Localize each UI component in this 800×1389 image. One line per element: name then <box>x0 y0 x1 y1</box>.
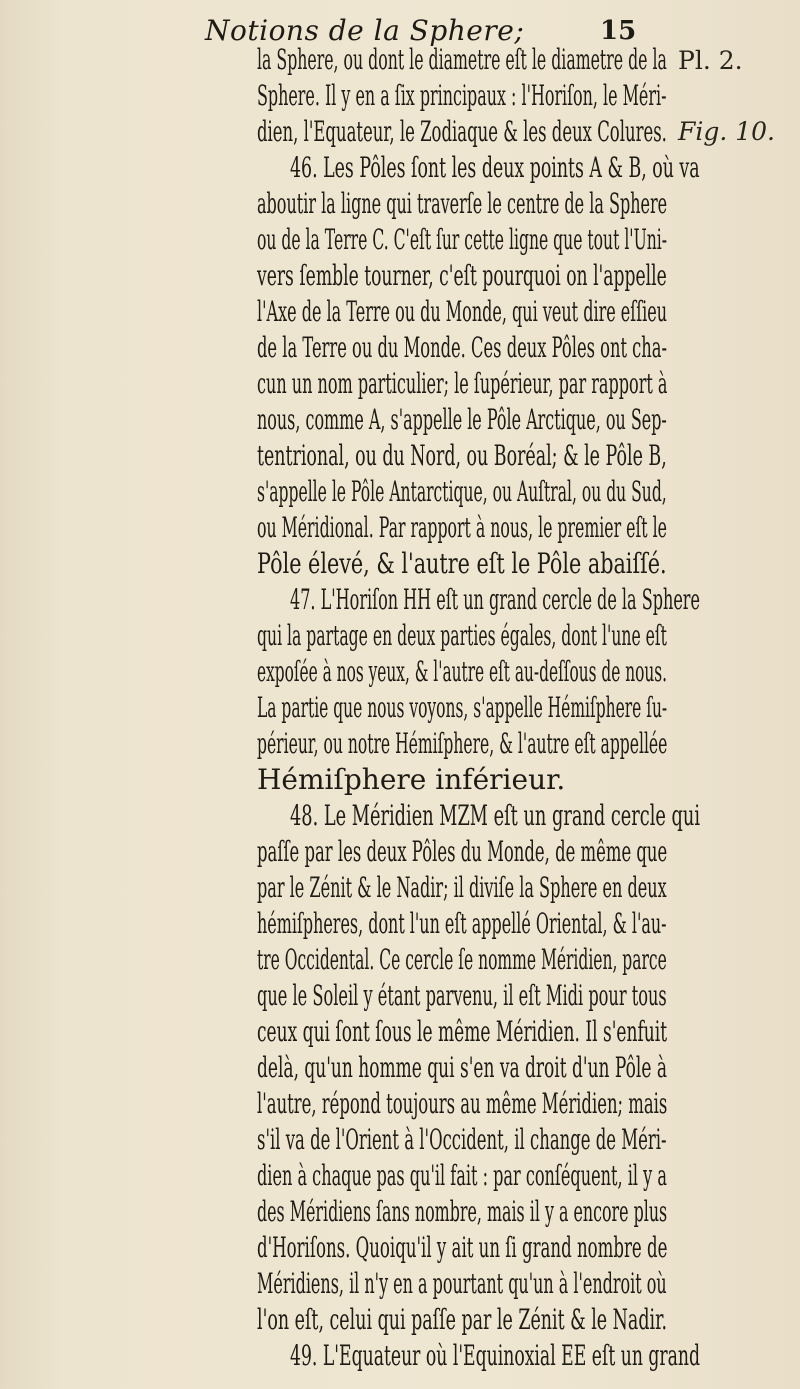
text-line: par le Zénit & le Nadir; il diviſe la Sphere en deux <box>257 871 667 904</box>
text-line: s'appelle le Pôle Antarctique, ou Auſtral, ou du Sud, <box>257 475 667 508</box>
text-line: dien, l'Equateur, le Zodiaque & les deux Colures. <box>257 115 667 148</box>
text-line: 48. Le Méridien MZM eſt un grand cercle qui <box>290 799 701 832</box>
text-line: 46. Les Pôles ſont les deux points A & B, où va <box>290 151 700 184</box>
text-line: Méridiens, il n'y en a pourtant qu'un à l'endroit où <box>257 1267 667 1300</box>
text-line: Pôle élevé, & l'autre eſt le Pôle abaiſſé. <box>257 547 667 580</box>
text-line: cun un nom particulier; le ſupérieur, par rapport à <box>257 367 668 400</box>
text-line: vers ſemble tourner, c'eſt pourquoi on l'appelle <box>257 259 667 292</box>
text-line: la Sphere, ou dont le diametre eſt le diametre de la <box>257 43 667 76</box>
text-line: qui la partage en deux parties égales, dont l'une eſt <box>257 619 667 652</box>
text-line: ou de la Terre C. C'eſt ſur cette ligne que tout l'Uni- <box>257 223 668 256</box>
text-line: périeur, ou notre Hémiſphere, & l'autre eſt appellée <box>257 727 668 760</box>
margin-note-plate: Pl. 2. <box>678 46 743 75</box>
text-line: d'Horiſons. Quoiqu'il y ait un ſi grand nombre de <box>257 1231 668 1264</box>
text-line: tentrional, ou du Nord, ou Boréal; & le Pôle B, <box>257 439 667 472</box>
text-line: des Méridiens ſans nombre, mais il y a encore plus <box>257 1195 668 1228</box>
text-line: l'autre, répond toujours au même Méridien; mais <box>257 1087 668 1120</box>
text-line: La partie que nous voyons, s'appelle Hémiſphere ſu- <box>257 691 668 724</box>
text-line: ceux qui ſont ſous le même Méridien. Il s'enfuit <box>257 1015 668 1048</box>
text-line: delà, qu'un homme qui s'en va droit d'un Pôle à <box>257 1051 668 1084</box>
text-line: Sphere. Il y en a ſix principaux : l'Horiſon, le Méri- <box>257 79 667 112</box>
margin-note-figure: Fig. 10. <box>678 117 775 146</box>
text-line: paſſe par les deux Pôles du Monde, de même que <box>257 835 668 868</box>
text-line: que le Soleil y étant parvenu, il eſt Midi pour tous <box>257 979 667 1012</box>
text-line: l'on eſt, celui qui paſſe par le Zénit & le Nadir. <box>257 1303 668 1336</box>
text-line: 49. L'Equateur où l'Equinoxial EE eſt un grand <box>290 1339 701 1372</box>
text-line: ou Méridional. Par rapport à nous, le premier eſt le <box>257 511 667 544</box>
page-number: 15 <box>600 16 637 46</box>
text-line: expoſée à nos yeux, & l'autre eſt au-deſſous de nous. <box>257 655 668 688</box>
text-line: 47. L'Horiſon HH eſt un grand cercle de la Sphere <box>290 583 700 616</box>
text-line: s'il va de l'Orient à l'Occident, il change de Méri- <box>257 1123 667 1156</box>
text-line: l'Axe de la Terre ou du Monde, qui veut dire eſſieu <box>257 295 668 328</box>
text-line: Hémiſphere inférieur. <box>257 763 566 796</box>
text-line: hémiſpheres, dont l'un eſt appellé Oriental, & l'au- <box>257 907 667 940</box>
text-line: nous, comme A, s'appelle le Pôle Arctique, ou Sep- <box>257 403 667 436</box>
running-title: Notions de la Sphere; <box>205 14 525 47</box>
text-line: tre Occidental. Ce cercle ſe nomme Méridien, parce <box>257 943 667 976</box>
text-line: dien à chaque pas qu'il fait : par conſéquent, il y a <box>257 1159 667 1192</box>
text-line: aboutir la ligne qui traverſe le centre de la Sphere <box>257 187 668 220</box>
text-line: de la Terre ou du Monde. Ces deux Pôles ont cha- <box>257 331 668 364</box>
